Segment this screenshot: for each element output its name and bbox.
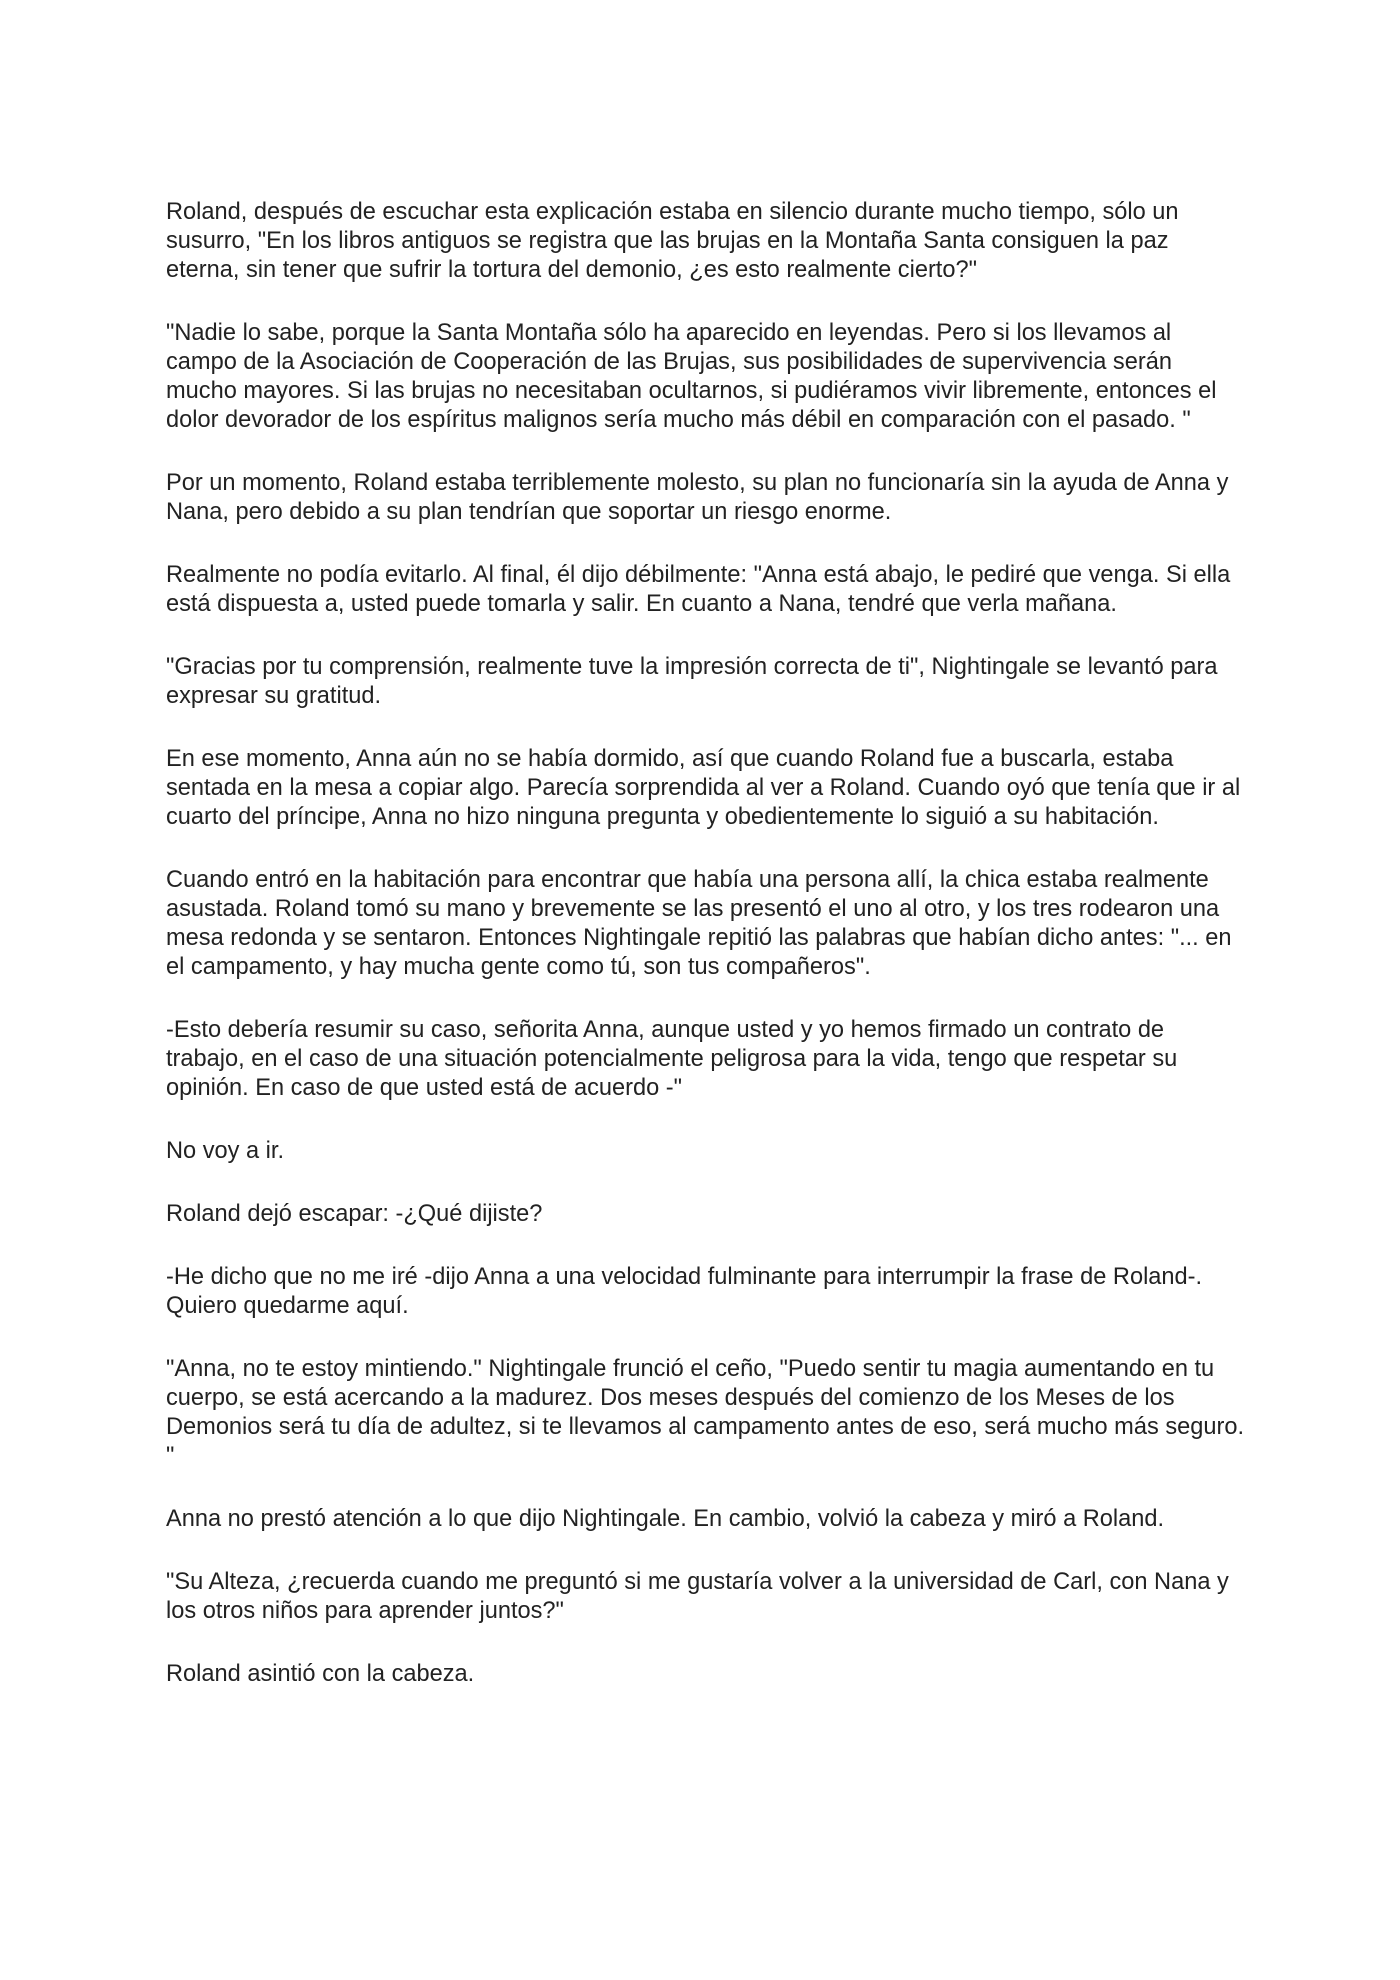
paragraph: -He dicho que no me iré -dijo Anna a una velocidad fulminante para interrumpir la frase de Roland-. Quiero quedarme aquí. [166, 1264, 1203, 1319]
paragraph: Roland dejó escapar: -¿Qué dijiste? [166, 1201, 543, 1227]
paragraph: Cuando entró en la habitación para encontrar que había una persona allí, la chica estaba realmente asustada. Roland tomó su mano y brevemente se las presentó el uno al otro, y los tres rodearon una mesa redonda y se sentaron. Entonces Nightingale repitió las palabras que habían dicho antes: "... en el campamento, y hay mucha gente como tú, son tus compañeros". [166, 867, 1232, 980]
paragraph: Por un momento, Roland estaba terriblemente molesto, su plan no funcionaría sin la ayuda de Anna y Nana, pero debido a su plan tendrían que soportar un riesgo enorme. [166, 470, 1229, 525]
paragraph: "Su Alteza, ¿recuerda cuando me preguntó si me gustaría volver a la universidad de Carl, con Nana y los otros niños para aprender juntos?" [166, 1569, 1229, 1624]
paragraph: Realmente no podía evitarlo. Al final, él dijo débilmente: "Anna está abajo, le pediré que venga. Si ella está dispuesta a, usted puede tomarla y salir. En cuanto a Nana, tendré que verla mañana. [166, 562, 1231, 617]
paragraph: En ese momento, Anna aún no se había dormido, así que cuando Roland fue a buscarla, estaba sentada en la mesa a copiar algo. Parecía sorprendida al ver a Roland. Cuando oyó que tenía que ir al cuarto del príncipe, Anna no hizo ninguna pregunta y obedientemente lo siguió a su habitación. [166, 746, 1241, 830]
paragraph: Roland, después de escuchar esta explicación estaba en silencio durante mucho tiempo, sólo un susurro, "En los libros antiguos se registra que las brujas en la Montaña Santa consiguen la paz eterna, sin tener que sufrir la tortura del demonio, ¿es esto realmente cierto?" [166, 199, 1179, 283]
paragraph: No voy a ir. [166, 1138, 285, 1164]
text-body [166, 198, 1246, 1723]
paragraph: "Gracias por tu comprensión, realmente tuve la impresión correcta de ti", Nightingale se levantó para expresar su gratitud. [166, 654, 1218, 709]
paragraph: "Nadie lo sabe, porque la Santa Montaña sólo ha aparecido en leyendas. Pero si los llevamos al campo de la Asociación de Cooperación de las Brujas, sus posibilidades de supervivencia serán mucho mayores. Si las brujas no necesitaban ocultarnos, si pudiéramos vivir libremente, entonces el dolor devorador de los espíritus malignos sería mucho más débil en comparación con el pasado. " [166, 320, 1217, 433]
paragraph: "Anna, no te estoy mintiendo." Nightingale frunció el ceño, "Puedo sentir tu magia aumentando en tu cuerpo, se está acercando a la madurez. Dos meses después del comienzo de los Meses de los Demonios será tu día de adultez, si te llevamos al campamento antes de eso, será mucho más seguro. " [166, 1356, 1245, 1469]
paragraph: Roland asintió con la cabeza. [166, 1661, 475, 1687]
paragraph: -Esto debería resumir su caso, señorita Anna, aunque usted y yo hemos firmado un contrato de trabajo, en el caso de una situación potencialmente peligrosa para la vida, tengo que respetar su opinión. En caso de que usted está de acuerdo -" [166, 1017, 1178, 1101]
paragraph: Anna no prestó atención a lo que dijo Nightingale. En cambio, volvió la cabeza y miró a Roland. [166, 1506, 1165, 1532]
